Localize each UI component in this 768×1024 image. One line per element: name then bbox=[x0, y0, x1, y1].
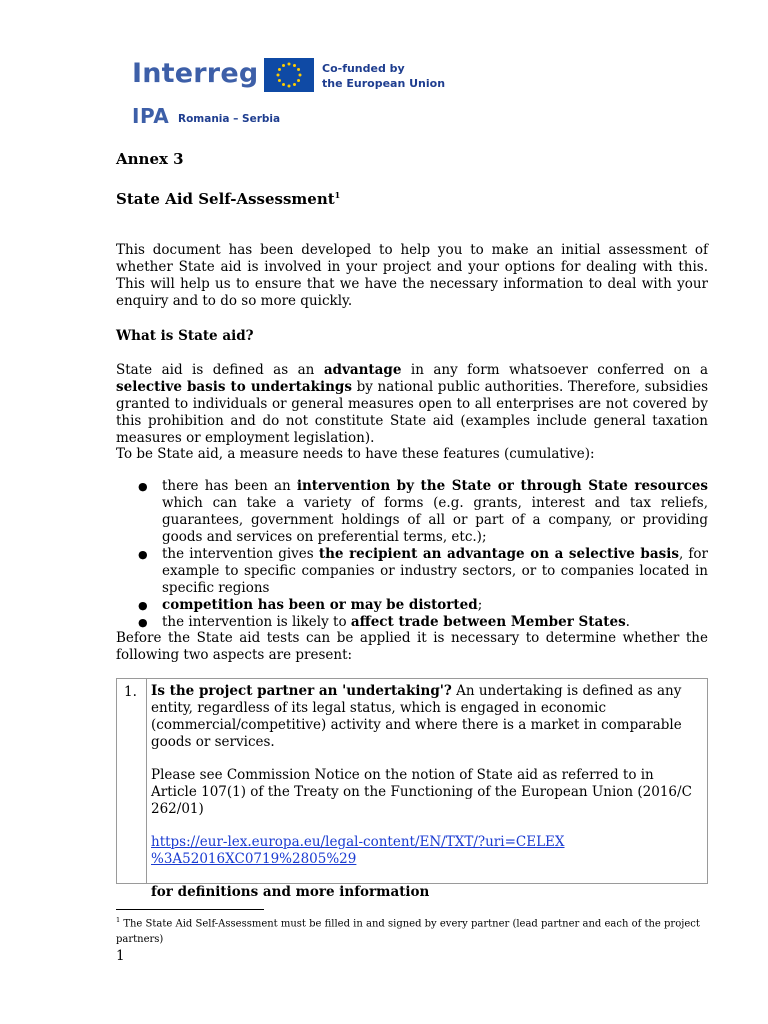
footnote: $^1$ The State Aid Self-Assessment must be filled in and signed by every partner (lead partner and each of the project partners) bbox=[116, 916, 700, 946]
document-title: State Aid Self-Assessment$^1$ bbox=[116, 190, 341, 208]
interreg-logo: Interreg bbox=[132, 58, 259, 89]
list-item: ● the intervention gives the recipient an advantage on a selective basis, for example to specific companies or industry sectors, or to companies located in specific regions bbox=[138, 546, 708, 596]
table-cell bbox=[151, 683, 703, 917]
page-number: 1 bbox=[116, 948, 125, 964]
bullet-icon: ● bbox=[138, 548, 148, 561]
eur-lex-link-line1[interactable]: https://eur-lex.europa.eu/legal-content/EN/TXT/?uri=CELEX bbox=[151, 834, 565, 850]
program-region: Romania – Serbia bbox=[178, 113, 281, 125]
bullet-icon: ● bbox=[138, 480, 148, 493]
eur-lex-link-line2[interactable]: %3A52016XC0719%2805%29 bbox=[151, 851, 357, 867]
list-item: ● there has been an intervention by the State or through State resources which can take a variety of forms (e.g. grants, interest and tax reliefs, guarantees, government holdings of all or part of a company, or providing goods and services on preferential terms, etc.); bbox=[138, 478, 708, 545]
commission-notice: Please see Commission Notice on the notion of State aid as referred to in Article 107(1) of the Treaty on the Functioning of the European Union (2016/C 262/01) bbox=[151, 767, 692, 817]
bullet-icon: ● bbox=[138, 616, 148, 629]
list-item: ● the intervention is likely to affect trade between Member States. bbox=[138, 614, 630, 630]
definitions-note: for definitions and more information bbox=[151, 884, 430, 900]
undertaking-question: Is the project partner an 'undertaking'? An undertaking is defined as any entity, regardless of its legal status, which is engaged in economic (commercial/competitive) activity and where there is a market in comparable goods or services. bbox=[151, 683, 682, 750]
footnote-separator bbox=[116, 909, 264, 910]
eu-flag-icon bbox=[264, 58, 314, 92]
table-row-number: 1. bbox=[124, 684, 137, 700]
table-column-divider bbox=[146, 678, 147, 884]
annex-title: Annex 3 bbox=[116, 150, 184, 168]
what-is-state-aid-heading: What is State aid? bbox=[116, 328, 254, 344]
before-tests-paragraph: Before the State aid tests can be applied it is necessary to determine whether the following two aspects are present: bbox=[116, 630, 708, 663]
eur-lex-link[interactable] bbox=[151, 834, 703, 868]
bullet-icon: ● bbox=[138, 599, 148, 612]
ipa-logo: IPA bbox=[132, 104, 170, 128]
footnote-reference: 1 bbox=[334, 190, 341, 200]
definition-paragraph: State aid is defined as an advantage in any form whatsoever conferred on a selective basis to undertakings by national public authorities. Therefore, subsidies granted to individuals or general measures open to all enterprises are not covered by this prohibition and do not constitute State aid (examples include general taxation measures or employment legislation). bbox=[116, 362, 709, 446]
intro-paragraph: This document has been developed to help you to make an initial assessment of whether State aid is involved in your project and your options for dealing with this. This will help us to ensure that we have the necessary information to deal with your enquiry and to do so more quickly. bbox=[116, 242, 708, 309]
features-intro: To be State aid, a measure needs to have these features (cumulative): bbox=[116, 446, 595, 462]
features-list bbox=[116, 478, 708, 631]
cofunded-label: Co-funded by the European Union bbox=[322, 62, 446, 90]
list-item: ● competition has been or may be distorted; bbox=[138, 597, 483, 613]
